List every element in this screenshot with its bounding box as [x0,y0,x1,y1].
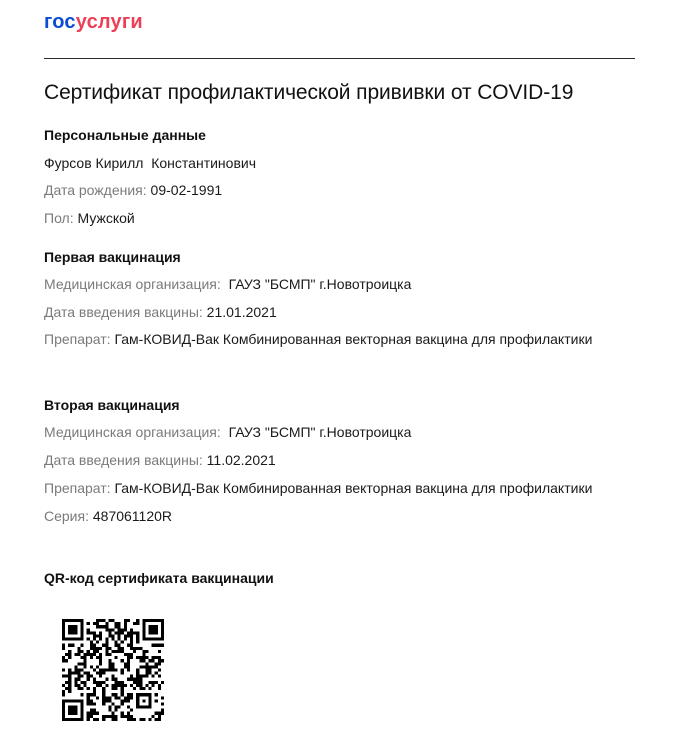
first-org-value: ГАУЗ "БСМП" г.Новотроицка [228,276,412,292]
birth-date-label: Дата рождения: [44,182,147,198]
first-drug-value: Гам-КОВИД-Вак Комбинированная векторная вакцина для профилактики [114,331,593,347]
series-value: 487061120R [92,508,173,524]
second-org-value: ГАУЗ "БСМП" г.Новотроицка [228,424,412,440]
second-drug-label: Препарат: [44,480,111,496]
second-drug-value: Гам-КОВИД-Вак Комбинированная векторная вакцина для профилактики [114,480,593,496]
qr-code [62,619,164,721]
second-date-row [44,451,276,469]
logo-part-uslugi: услуги [75,11,143,33]
series-row [44,507,172,525]
first-vaccination-heading: Первая вакцинация [44,249,181,265]
first-drug-row [44,330,592,348]
qr-heading: QR-код сертификата вакцинации [44,570,274,586]
first-date-label: Дата введения вакцины: [44,304,203,320]
birth-date-row [44,181,222,199]
full-name [44,154,256,172]
first-drug-label: Препарат: [44,331,111,347]
full-name-value: Фурсов Кирилл Константинович [44,155,256,171]
second-drug-row [44,479,592,497]
sex-label: Пол: [44,210,74,226]
birth-date-value: 09-02-1991 [150,182,223,198]
second-org-row [44,423,411,441]
first-date-row [44,303,277,321]
first-org-label: Медицинская организация: [44,276,221,292]
second-date-label: Дата введения вакцины: [44,452,203,468]
sex-row [44,209,135,227]
page-title: Сертификат профилактической прививки от COVID-19 [44,81,574,104]
gosuslugi-logo [44,8,143,36]
personal-data-heading: Персональные данные [44,127,206,143]
logo-part-gos: гос [44,11,76,33]
sex-value: Мужской [77,210,135,226]
first-org-row [44,275,411,293]
series-label: Серия: [44,508,89,524]
second-org-label: Медицинская организация: [44,424,221,440]
second-date-value: 11.02.2021 [206,452,276,468]
header-divider [44,58,635,59]
second-vaccination-heading: Вторая вакцинация [44,397,180,413]
first-date-value: 21.01.2021 [206,304,277,320]
